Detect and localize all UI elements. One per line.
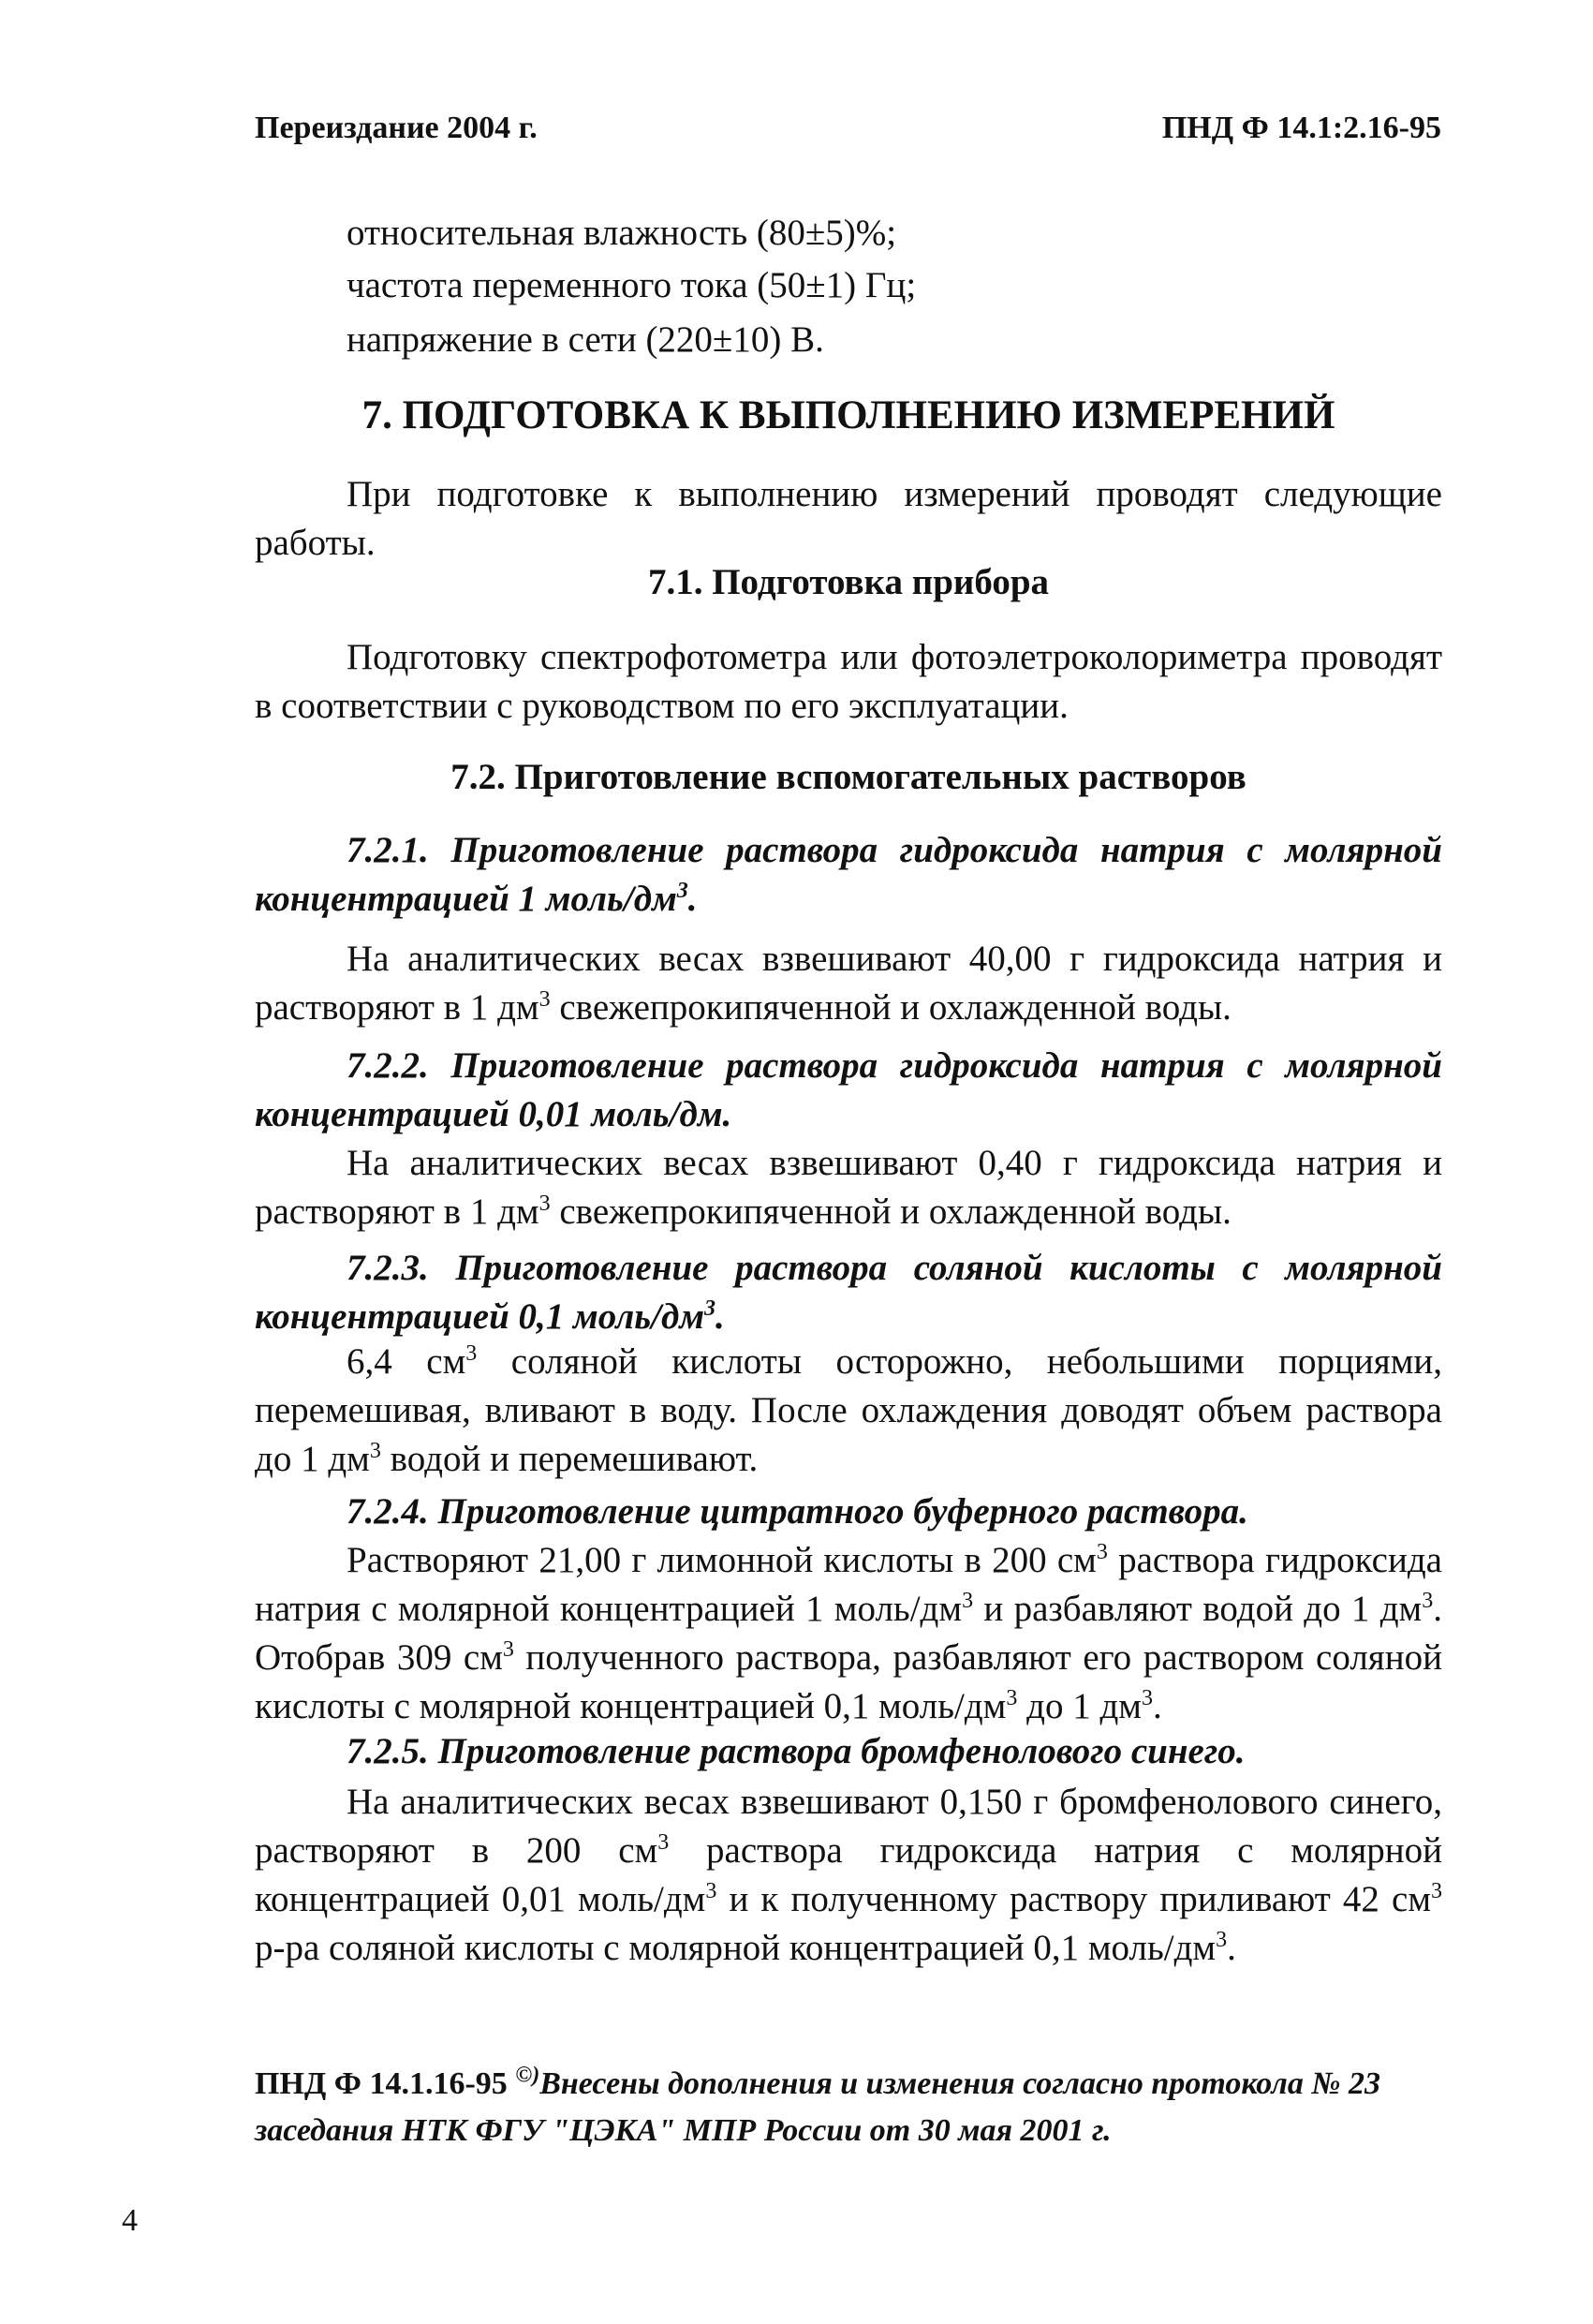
section-7-2-2-text: На аналитических весах взвешивают 0,40 г гидроксида натрия и растворяют в 1 $дм^3$ свежепрокипяченной и охлажденной воды. — [255, 1143, 1442, 1232]
section-7-2-5-title: 7.2.5. Приготовление раствора бромфенолового синего. — [347, 1731, 1246, 1771]
section-7-1-title: 7.1. Подготовка прибора — [647, 562, 1050, 602]
section-7-title: 7. ПОДГОТОВКА К ВЫПОЛНЕНИЮ ИЗМЕРЕНИЙ — [361, 393, 1335, 437]
condition-humidity: относительная влажность (80±5)%; — [347, 213, 897, 253]
section-7-2-4-title: 7.2.4. Приготовление цитратного буферного раствора. — [347, 1491, 1248, 1532]
section-7-1-text: Подготовку спектрофотометра или фотоэлетроколориметра проводят в соответствии с руководством по его эксплуатации. — [255, 637, 1442, 726]
footnote: ПНД Ф 14.1.16-95 ©)Внесены дополнения и изменения согласно протокола № 23 заседания НТК ФГУ "ЦЭКА" МПР России от 30 мая 2001 г. — [255, 2063, 1380, 2148]
section-7-2-4-text: Растворяют 21,00 г лимонной кислоты в 200 $см^3$ раствора гидроксида натрия с молярной концентрацией 1 моль/$дм^3$ и разбавляют водой до 1 $дм^3$. Отобрав 309 $см^3$ полученного раствора, разбавляют его раствором соляной кислоты с молярной концентрацией 0,1 моль/$дм^3$ до 1 $дм^3$. — [255, 1540, 1442, 1726]
section-7-2-1-text: На аналитических весах взвешивают 40,00 г гидроксида натрия и растворяют в 1 $дм^3$ свежепрокипяченной и охлажденной воды. — [255, 939, 1442, 1028]
condition-frequency: частота переменного тока (50±1) Гц; — [347, 265, 917, 305]
header-edition: Переиздание 2004 г. — [255, 111, 538, 145]
page-number: 4 — [122, 2203, 138, 2238]
section-7-2-2-title: 7.2.2. Приготовление раствора гидроксида натрия с молярной концентрацией 0,01 моль/дм. — [255, 1045, 1442, 1134]
header-doc-code: ПНД Ф 14.1:2.16-95 — [1161, 111, 1441, 145]
section-7-2-5-text: На аналитических весах взвешивают 0,150 г бромфенолового синего, растворяют в 200 $см^3$ раствора гидроксида натрия с молярной концентрацией 0,01 моль/$дм^3$ и к полученному раствору приливают 42 $см^3$ р-ра соляной кислоты с молярной концентрацией 0,1 моль/$дм^3$. — [255, 1782, 1442, 1968]
section-7-2-3-text: 6,4 $см^3$ соляной кислоты осторожно, небольшими порциями, перемешивая, вливают в воду. После охлаждения доводят объем раствора до 1 $дм^3$ водой и перемешивают. — [255, 1341, 1442, 1479]
condition-voltage: напряжение в сети (220±10) В. — [347, 319, 824, 360]
section-7-2-title: 7.2. Приготовление вспомогательных растворов — [450, 757, 1246, 797]
section-7-intro: При подготовке к выполнению измерений проводят следующие работы. — [255, 474, 1442, 563]
section-7-2-3-title: 7.2.3. Приготовление раствора соляной кислоты с молярной концентрацией 0,1 моль/$дм^3$. — [255, 1248, 1442, 1337]
section-7-2-1-title: 7.2.1. Приготовление раствора гидроксида натрия с молярной концентрацией 1 моль/$дм^3$. — [255, 830, 1442, 919]
